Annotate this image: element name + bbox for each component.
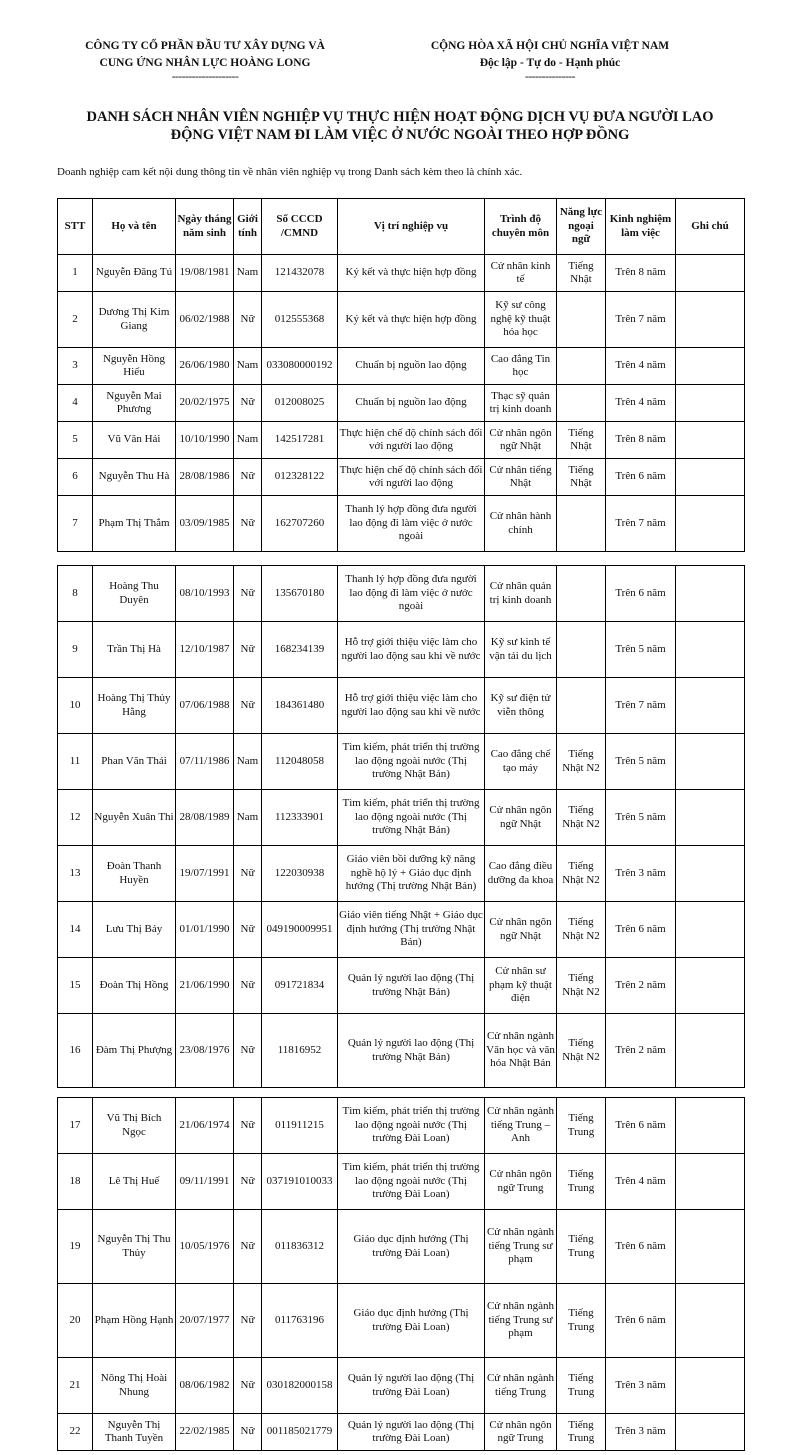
column-header-dob: Ngày tháng năm sinh bbox=[176, 199, 234, 255]
cell-dob: 10/10/1990 bbox=[176, 422, 234, 459]
cell-note bbox=[676, 1284, 745, 1358]
cell-education: Cử nhân ngôn ngữ Trung bbox=[485, 1414, 557, 1451]
cell-education: Kỹ sư điện tử viễn thông bbox=[485, 678, 557, 734]
cell-stt: 4 bbox=[58, 385, 93, 422]
cell-dob: 08/06/1982 bbox=[176, 1358, 234, 1414]
cell-id: 012555368 bbox=[262, 292, 338, 348]
staff-table-part2 bbox=[57, 565, 745, 1088]
cell-education: Cử nhân ngôn ngữ Nhật bbox=[485, 902, 557, 958]
national-header bbox=[405, 38, 695, 82]
cell-experience: Trên 6 năm bbox=[606, 1098, 676, 1154]
cell-note bbox=[676, 790, 745, 846]
cell-gender: Nữ bbox=[234, 1414, 262, 1451]
cell-stt: 5 bbox=[58, 422, 93, 459]
table-row bbox=[58, 255, 745, 292]
cell-experience: Trên 7 năm bbox=[606, 496, 676, 552]
cell-gender: Nữ bbox=[234, 385, 262, 422]
cell-position: Thanh lý hợp đồng đưa người lao động đi làm việc ở nước ngoài bbox=[338, 566, 485, 622]
cell-gender: Nữ bbox=[234, 846, 262, 902]
cell-dob: 22/02/1985 bbox=[176, 1414, 234, 1451]
cell-dob: 23/08/1976 bbox=[176, 1014, 234, 1088]
table-row bbox=[58, 422, 745, 459]
cell-id: 011836312 bbox=[262, 1210, 338, 1284]
cell-name: Lê Thị Huế bbox=[93, 1154, 176, 1210]
cell-gender: Nữ bbox=[234, 566, 262, 622]
cell-dob: 20/02/1975 bbox=[176, 385, 234, 422]
cell-stt: 7 bbox=[58, 496, 93, 552]
cell-gender: Nữ bbox=[234, 678, 262, 734]
cell-note bbox=[676, 1414, 745, 1451]
cell-name: Phạm Hồng Hạnh bbox=[93, 1284, 176, 1358]
cell-experience: Trên 6 năm bbox=[606, 902, 676, 958]
cell-experience: Trên 6 năm bbox=[606, 1284, 676, 1358]
cell-name: Vũ Văn Hải bbox=[93, 422, 176, 459]
company-header bbox=[60, 38, 350, 82]
cell-note bbox=[676, 1014, 745, 1088]
cell-stt: 9 bbox=[58, 622, 93, 678]
cell-stt: 12 bbox=[58, 790, 93, 846]
document-title bbox=[40, 108, 760, 144]
cell-gender: Nữ bbox=[234, 902, 262, 958]
cell-stt: 10 bbox=[58, 678, 93, 734]
cell-name: Lưu Thị Bảy bbox=[93, 902, 176, 958]
cell-note bbox=[676, 902, 745, 958]
cell-language: Tiếng Trung bbox=[557, 1154, 606, 1210]
cell-name: Dương Thị Kim Giang bbox=[93, 292, 176, 348]
cell-dob: 10/05/1976 bbox=[176, 1210, 234, 1284]
table-row bbox=[58, 622, 745, 678]
cell-experience: Trên 6 năm bbox=[606, 459, 676, 496]
cell-language bbox=[557, 496, 606, 552]
cell-note bbox=[676, 385, 745, 422]
cell-dob: 28/08/1986 bbox=[176, 459, 234, 496]
table-row bbox=[58, 292, 745, 348]
cell-education: Kỹ sư kinh tế vận tải du lịch bbox=[485, 622, 557, 678]
cell-position: Thực hiện chế độ chính sách đối với người lao động bbox=[338, 459, 485, 496]
cell-experience: Trên 4 năm bbox=[606, 385, 676, 422]
cell-language: Tiếng Trung bbox=[557, 1414, 606, 1451]
cell-dob: 21/06/1974 bbox=[176, 1098, 234, 1154]
cell-experience: Trên 8 năm bbox=[606, 422, 676, 459]
cell-id: 001185021779 bbox=[262, 1414, 338, 1451]
cell-position: Thực hiện chế độ chính sách đối với người lao động bbox=[338, 422, 485, 459]
cell-dob: 28/08/1989 bbox=[176, 790, 234, 846]
cell-note bbox=[676, 459, 745, 496]
cell-note bbox=[676, 496, 745, 552]
cell-id: 012008025 bbox=[262, 385, 338, 422]
cell-note bbox=[676, 348, 745, 385]
cell-position: Quản lý người lao động (Thị trường Đài Loan) bbox=[338, 1414, 485, 1451]
column-header-name: Họ và tên bbox=[93, 199, 176, 255]
cell-language: Tiếng Nhật bbox=[557, 422, 606, 459]
cell-id: 11816952 bbox=[262, 1014, 338, 1088]
cell-stt: 16 bbox=[58, 1014, 93, 1088]
title-line2: ĐỘNG VIỆT NAM ĐI LÀM VIỆC Ở NƯỚC NGOÀI THEO HỢP ĐỒNG bbox=[170, 127, 630, 143]
cell-education: Cử nhân ngôn ngữ Nhật bbox=[485, 790, 557, 846]
commitment-text: Doanh nghiệp cam kết nội dung thông tin về nhân viên nghiệp vụ trong Danh sách kèm theo là chính xác. bbox=[57, 166, 523, 178]
cell-experience: Trên 5 năm bbox=[606, 622, 676, 678]
column-header-note: Ghi chú bbox=[676, 199, 745, 255]
cell-note bbox=[676, 846, 745, 902]
cell-experience: Trên 7 năm bbox=[606, 292, 676, 348]
cell-experience: Trên 4 năm bbox=[606, 348, 676, 385]
cell-education: Cử nhân ngành tiếng Trung bbox=[485, 1358, 557, 1414]
cell-language: Tiếng Nhật N2 bbox=[557, 958, 606, 1014]
table-row bbox=[58, 790, 745, 846]
cell-language: Tiếng Nhật N2 bbox=[557, 790, 606, 846]
cell-education: Cử nhân ngôn ngữ Nhật bbox=[485, 422, 557, 459]
cell-id: 037191010033 bbox=[262, 1154, 338, 1210]
cell-id: 011763196 bbox=[262, 1284, 338, 1358]
column-header-gender: Giới tính bbox=[234, 199, 262, 255]
table-row bbox=[58, 459, 745, 496]
cell-experience: Trên 3 năm bbox=[606, 1358, 676, 1414]
cell-name: Nguyễn Đăng Tú bbox=[93, 255, 176, 292]
table-row bbox=[58, 1098, 745, 1154]
staff-table-part1 bbox=[57, 198, 745, 552]
cell-language: Tiếng Nhật N2 bbox=[557, 902, 606, 958]
cell-position: Tìm kiếm, phát triển thị trường lao động ngoài nước (Thị trường Đài Loan) bbox=[338, 1098, 485, 1154]
cell-position: Giáo dục định hướng (Thị trường Đài Loan) bbox=[338, 1284, 485, 1358]
cell-education: Cử nhân hành chính bbox=[485, 496, 557, 552]
cell-dob: 12/10/1987 bbox=[176, 622, 234, 678]
cell-id: 049190009951 bbox=[262, 902, 338, 958]
cell-language bbox=[557, 678, 606, 734]
cell-gender: Nữ bbox=[234, 1358, 262, 1414]
cell-id: 122030938 bbox=[262, 846, 338, 902]
cell-name: Vũ Thị Bích Ngọc bbox=[93, 1098, 176, 1154]
cell-name: Nguyễn Thị Thu Thủy bbox=[93, 1210, 176, 1284]
cell-id: 135670180 bbox=[262, 566, 338, 622]
cell-dob: 06/02/1988 bbox=[176, 292, 234, 348]
cell-name: Nguyễn Thu Hà bbox=[93, 459, 176, 496]
cell-education: Cử nhân ngôn ngữ Trung bbox=[485, 1154, 557, 1210]
table-row bbox=[58, 1210, 745, 1284]
company-divider: -------------------- bbox=[171, 71, 239, 83]
cell-id: 112333901 bbox=[262, 790, 338, 846]
cell-experience: Trên 5 năm bbox=[606, 790, 676, 846]
cell-language: Tiếng Nhật bbox=[557, 459, 606, 496]
cell-note bbox=[676, 1358, 745, 1414]
cell-position: Giáo viên bồi dưỡng kỹ năng nghề hộ lý + Giáo dục định hướng (Thị trường Nhật Bản) bbox=[338, 846, 485, 902]
cell-language: Tiếng Nhật N2 bbox=[557, 1014, 606, 1088]
staff-table-part3 bbox=[57, 1097, 745, 1451]
table-row bbox=[58, 496, 745, 552]
cell-gender: Nữ bbox=[234, 1014, 262, 1088]
table-row bbox=[58, 846, 745, 902]
cell-education: Cao đẳng Tin học bbox=[485, 348, 557, 385]
cell-id: 162707260 bbox=[262, 496, 338, 552]
cell-name: Hoàng Thị Thủy Hằng bbox=[93, 678, 176, 734]
cell-dob: 21/06/1990 bbox=[176, 958, 234, 1014]
cell-education: Cử nhân sư phạm kỹ thuật điện bbox=[485, 958, 557, 1014]
cell-name: Đoàn Thị Hồng bbox=[93, 958, 176, 1014]
table-row bbox=[58, 1014, 745, 1088]
cell-name: Phan Văn Thái bbox=[93, 734, 176, 790]
cell-language: Tiếng Nhật N2 bbox=[557, 734, 606, 790]
cell-language bbox=[557, 292, 606, 348]
cell-position: Chuẩn bị nguồn lao động bbox=[338, 385, 485, 422]
cell-dob: 26/06/1980 bbox=[176, 348, 234, 385]
cell-gender: Nữ bbox=[234, 1098, 262, 1154]
cell-id: 142517281 bbox=[262, 422, 338, 459]
table-row bbox=[58, 1358, 745, 1414]
table-row bbox=[58, 385, 745, 422]
cell-experience: Trên 3 năm bbox=[606, 1414, 676, 1451]
cell-gender: Nữ bbox=[234, 1154, 262, 1210]
cell-stt: 2 bbox=[58, 292, 93, 348]
cell-note bbox=[676, 1210, 745, 1284]
cell-language bbox=[557, 348, 606, 385]
cell-stt: 18 bbox=[58, 1154, 93, 1210]
cell-note bbox=[676, 422, 745, 459]
cell-position: Ký kết và thực hiện hợp đồng bbox=[338, 255, 485, 292]
cell-stt: 14 bbox=[58, 902, 93, 958]
cell-note bbox=[676, 1098, 745, 1154]
cell-stt: 17 bbox=[58, 1098, 93, 1154]
cell-name: Nông Thị Hoài Nhung bbox=[93, 1358, 176, 1414]
cell-name: Nguyễn Xuân Thi bbox=[93, 790, 176, 846]
cell-position: Thanh lý hợp đồng đưa người lao động đi làm việc ở nước ngoài bbox=[338, 496, 485, 552]
cell-note bbox=[676, 1154, 745, 1210]
cell-position: Quản lý người lao động (Thị trường Nhật Bản) bbox=[338, 958, 485, 1014]
company-name-line2: CUNG ỨNG NHÂN LỰC HOÀNG LONG bbox=[99, 57, 311, 69]
cell-name: Nguyễn Mai Phương bbox=[93, 385, 176, 422]
cell-dob: 07/11/1986 bbox=[176, 734, 234, 790]
cell-stt: 8 bbox=[58, 566, 93, 622]
cell-dob: 09/11/1991 bbox=[176, 1154, 234, 1210]
cell-education: Thạc sỹ quản trị kinh doanh bbox=[485, 385, 557, 422]
cell-stt: 22 bbox=[58, 1414, 93, 1451]
cell-experience: Trên 5 năm bbox=[606, 734, 676, 790]
cell-name: Hoàng Thu Duyên bbox=[93, 566, 176, 622]
cell-name: Phạm Thị Thắm bbox=[93, 496, 176, 552]
cell-position: Quản lý người lao động (Thị trường Đài Loan) bbox=[338, 1358, 485, 1414]
cell-note bbox=[676, 255, 745, 292]
cell-language: Tiếng Nhật N2 bbox=[557, 846, 606, 902]
cell-note bbox=[676, 734, 745, 790]
cell-position: Quản lý người lao động (Thị trường Nhật Bản) bbox=[338, 1014, 485, 1088]
cell-education: Cao đẳng chế tạo máy bbox=[485, 734, 557, 790]
cell-education: Cử nhân ngành tiếng Trung sư phạm bbox=[485, 1210, 557, 1284]
cell-gender: Nữ bbox=[234, 622, 262, 678]
cell-gender: Nam bbox=[234, 734, 262, 790]
column-header-experience: Kinh nghiệm làm việc bbox=[606, 199, 676, 255]
table-row bbox=[58, 958, 745, 1014]
cell-gender: Nam bbox=[234, 422, 262, 459]
table-row bbox=[58, 678, 745, 734]
cell-experience: Trên 2 năm bbox=[606, 958, 676, 1014]
cell-gender: Nữ bbox=[234, 292, 262, 348]
cell-name: Nguyễn Thị Thanh Tuyền bbox=[93, 1414, 176, 1451]
cell-name: Đàm Thị Phượng bbox=[93, 1014, 176, 1088]
cell-name: Trần Thị Hà bbox=[93, 622, 176, 678]
cell-experience: Trên 6 năm bbox=[606, 566, 676, 622]
column-header-position: Vị trí nghiệp vụ bbox=[338, 199, 485, 255]
cell-id: 012328122 bbox=[262, 459, 338, 496]
cell-gender: Nữ bbox=[234, 496, 262, 552]
table-row bbox=[58, 1284, 745, 1358]
cell-education: Cử nhân ngành tiếng Trung sư phạm bbox=[485, 1284, 557, 1358]
cell-stt: 6 bbox=[58, 459, 93, 496]
cell-dob: 19/08/1981 bbox=[176, 255, 234, 292]
cell-gender: Nữ bbox=[234, 459, 262, 496]
cell-dob: 03/09/1985 bbox=[176, 496, 234, 552]
cell-gender: Nữ bbox=[234, 1210, 262, 1284]
cell-id: 168234139 bbox=[262, 622, 338, 678]
cell-id: 011911215 bbox=[262, 1098, 338, 1154]
cell-education: Cử nhân ngành Văn học và văn hóa Nhật Bản bbox=[485, 1014, 557, 1088]
column-header-stt: STT bbox=[58, 199, 93, 255]
table-row bbox=[58, 734, 745, 790]
cell-id: 121432078 bbox=[262, 255, 338, 292]
cell-stt: 11 bbox=[58, 734, 93, 790]
cell-language: Tiếng Trung bbox=[557, 1284, 606, 1358]
company-name-line1: CÔNG TY CỔ PHẦN ĐẦU TƯ XÂY DỰNG VÀ bbox=[85, 40, 325, 52]
cell-education: Cử nhân kinh tế bbox=[485, 255, 557, 292]
cell-stt: 1 bbox=[58, 255, 93, 292]
title-line1: DANH SÁCH NHÂN VIÊN NGHIỆP VỤ THỰC HIỆN HOẠT ĐỘNG DỊCH VỤ ĐƯA NGƯỜI LAO bbox=[86, 109, 714, 125]
cell-note bbox=[676, 678, 745, 734]
cell-stt: 13 bbox=[58, 846, 93, 902]
cell-stt: 3 bbox=[58, 348, 93, 385]
cell-position: Ký kết và thực hiện hợp đồng bbox=[338, 292, 485, 348]
table-row bbox=[58, 566, 745, 622]
cell-position: Giáo viên tiếng Nhật + Giáo dục định hướng (Thị trường Nhật Bản) bbox=[338, 902, 485, 958]
column-header-language: Năng lực ngoại ngữ bbox=[557, 199, 606, 255]
column-header-education: Trình độ chuyên môn bbox=[485, 199, 557, 255]
cell-education: Cử nhân tiếng Nhật bbox=[485, 459, 557, 496]
cell-education: Cử nhân ngành tiếng Trung – Anh bbox=[485, 1098, 557, 1154]
cell-id: 184361480 bbox=[262, 678, 338, 734]
cell-note bbox=[676, 566, 745, 622]
cell-gender: Nữ bbox=[234, 958, 262, 1014]
cell-dob: 07/06/1988 bbox=[176, 678, 234, 734]
cell-id: 033080000192 bbox=[262, 348, 338, 385]
cell-dob: 19/07/1991 bbox=[176, 846, 234, 902]
cell-education: Cử nhân quản trị kinh doanh bbox=[485, 566, 557, 622]
cell-experience: Trên 8 năm bbox=[606, 255, 676, 292]
table-row bbox=[58, 1414, 745, 1451]
cell-position: Tìm kiếm, phát triển thị trường lao động ngoài nước (Thị trường Nhật Bản) bbox=[338, 734, 485, 790]
cell-language: Tiếng Trung bbox=[557, 1358, 606, 1414]
cell-stt: 20 bbox=[58, 1284, 93, 1358]
cell-language bbox=[557, 385, 606, 422]
cell-position: Chuẩn bị nguồn lao động bbox=[338, 348, 485, 385]
cell-language bbox=[557, 566, 606, 622]
cell-name: Đoàn Thanh Huyền bbox=[93, 846, 176, 902]
cell-dob: 08/10/1993 bbox=[176, 566, 234, 622]
column-header-id: Số CCCD /CMND bbox=[262, 199, 338, 255]
cell-language: Tiếng Trung bbox=[557, 1098, 606, 1154]
cell-id: 030182000158 bbox=[262, 1358, 338, 1414]
cell-experience: Trên 7 năm bbox=[606, 678, 676, 734]
cell-position: Tìm kiếm, phát triển thị trường lao động ngoài nước (Thị trường Đài Loan) bbox=[338, 1154, 485, 1210]
cell-note bbox=[676, 958, 745, 1014]
cell-position: Giáo dục định hướng (Thị trường Đài Loan) bbox=[338, 1210, 485, 1284]
cell-experience: Trên 4 năm bbox=[606, 1154, 676, 1210]
cell-education: Cao đẳng điều dưỡng đa khoa bbox=[485, 846, 557, 902]
cell-stt: 21 bbox=[58, 1358, 93, 1414]
cell-experience: Trên 3 năm bbox=[606, 846, 676, 902]
table-row bbox=[58, 902, 745, 958]
cell-gender: Nam bbox=[234, 255, 262, 292]
cell-note bbox=[676, 622, 745, 678]
table-row bbox=[58, 348, 745, 385]
cell-id: 091721834 bbox=[262, 958, 338, 1014]
cell-education: Kỹ sư công nghệ kỹ thuật hóa học bbox=[485, 292, 557, 348]
cell-experience: Trên 6 năm bbox=[606, 1210, 676, 1284]
cell-experience: Trên 2 năm bbox=[606, 1014, 676, 1088]
cell-position: Tìm kiếm, phát triển thị trường lao động ngoài nước (Thị trường Nhật Bản) bbox=[338, 790, 485, 846]
nation-name: CỘNG HÒA XÃ HỘI CHỦ NGHĨA VIỆT NAM bbox=[430, 40, 670, 52]
cell-position: Hỗ trợ giới thiệu việc làm cho người lao động sau khi về nước bbox=[338, 622, 485, 678]
cell-stt: 19 bbox=[58, 1210, 93, 1284]
cell-name: Nguyễn Hồng Hiếu bbox=[93, 348, 176, 385]
nation-divider: --------------- bbox=[525, 71, 575, 83]
cell-language bbox=[557, 622, 606, 678]
cell-gender: Nam bbox=[234, 348, 262, 385]
nation-motto: Độc lập - Tự do - Hạnh phúc bbox=[479, 57, 621, 69]
cell-note bbox=[676, 292, 745, 348]
cell-id: 112048058 bbox=[262, 734, 338, 790]
cell-stt: 15 bbox=[58, 958, 93, 1014]
cell-dob: 01/01/1990 bbox=[176, 902, 234, 958]
cell-gender: Nữ bbox=[234, 1284, 262, 1358]
table-row bbox=[58, 1154, 745, 1210]
cell-position: Hỗ trợ giới thiệu việc làm cho người lao động sau khi về nước bbox=[338, 678, 485, 734]
cell-dob: 20/07/1977 bbox=[176, 1284, 234, 1358]
cell-language: Tiếng Trung bbox=[557, 1210, 606, 1284]
table-header-row bbox=[58, 199, 745, 255]
cell-gender: Nam bbox=[234, 790, 262, 846]
cell-language: Tiếng Nhật bbox=[557, 255, 606, 292]
